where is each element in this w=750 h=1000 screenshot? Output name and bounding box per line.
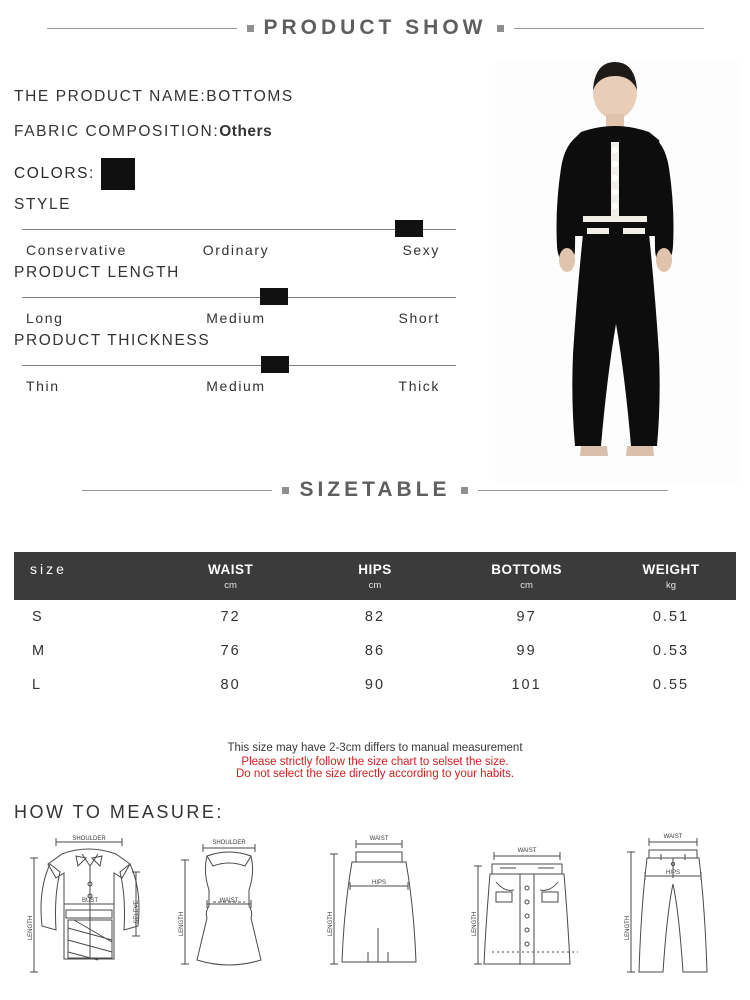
size-table-unit-row: [14, 580, 736, 600]
label-length: LENGTH: [178, 911, 185, 937]
color-swatch-black[interactable]: [101, 158, 135, 190]
col-hips: HIPS: [303, 552, 447, 580]
cell-hips: 90: [364, 677, 386, 693]
thickness-option-2: Thick: [398, 378, 440, 394]
label-sleeve: SELEVE: [134, 900, 140, 924]
cell-bottoms: 99: [516, 643, 537, 659]
label-length: LENGTH: [625, 915, 631, 941]
sizetable-banner: [0, 478, 750, 502]
measure-figure-pants: [605, 832, 745, 992]
cell-bottoms: 97: [516, 609, 537, 625]
how-to-measure-title: HOW TO MEASURE:: [14, 802, 224, 822]
banner-square-left: [247, 25, 254, 32]
style-option-1: Ordinary: [202, 242, 270, 258]
size-note-warning-2: Do not select the size directly according to your habits.: [235, 768, 515, 780]
label-length: LENGTH: [327, 911, 334, 937]
product-name-row: [14, 88, 464, 106]
spec-group-style-title: STYLE: [14, 196, 72, 213]
length-option-1: Medium: [206, 310, 266, 326]
thickness-slider-track: [22, 365, 456, 366]
spec-group-length-title: PRODUCT LENGTH: [14, 264, 180, 281]
spec-group-thickness-title: PRODUCT THICKNESS: [14, 332, 211, 349]
banner-rule-right: [514, 28, 704, 29]
unit-hips: cm: [303, 580, 447, 600]
length-slider-marker[interactable]: [260, 288, 288, 305]
col-size: size: [14, 552, 158, 580]
label-length: LENGTH: [28, 915, 34, 941]
style-option-0: Conservative: [26, 242, 127, 258]
col-waist: WAIST: [158, 552, 302, 580]
cell-waist: 80: [220, 677, 241, 693]
sizetable-rule-left: [82, 490, 272, 491]
cell-size: S: [32, 609, 43, 625]
style-slider-marker[interactable]: [395, 220, 423, 237]
style-slider[interactable]: [14, 220, 464, 240]
unit-size: [14, 580, 158, 600]
cell-weight: 0.53: [652, 643, 690, 659]
table-row: [14, 668, 736, 702]
label-waist: WAIST: [369, 836, 388, 842]
style-option-2: Sexy: [402, 242, 440, 258]
table-row: [14, 634, 736, 668]
size-notes: [0, 742, 750, 780]
cell-size: M: [32, 643, 46, 659]
cell-size: L: [32, 677, 42, 693]
thickness-slider-marker[interactable]: [261, 356, 289, 373]
sizetable-rule-right: [478, 490, 668, 491]
fabric-row: [14, 123, 464, 141]
sizetable-square-right: [461, 487, 468, 494]
banner-square-right: [497, 25, 504, 32]
length-option-0: Long: [26, 310, 64, 326]
label-length: LENGTH: [472, 911, 479, 937]
thickness-options: [14, 378, 464, 394]
sizetable-square-left: [282, 487, 289, 494]
fabric-label: FABRIC COMPOSITION:: [14, 123, 220, 140]
unit-weight: kg: [606, 580, 736, 600]
sizetable-title: SIZETABLE: [299, 478, 451, 501]
spec-group-thickness: [14, 332, 464, 394]
product-model-photo: [495, 62, 740, 482]
cell-weight: 0.55: [652, 677, 690, 693]
thickness-option-0: Thin: [26, 378, 60, 394]
size-note-warning-1: Please strictly follow the size chart to selset the size.: [241, 756, 509, 768]
label-shoulder: SHOULDER: [72, 836, 106, 842]
product-show-banner: [0, 0, 750, 40]
colors-label: COLORS:: [14, 165, 95, 182]
length-option-2: Short: [398, 310, 440, 326]
style-options: [14, 242, 464, 258]
label-waist: WAIST: [663, 834, 683, 840]
label-waist: WAIST: [219, 898, 239, 904]
col-bottoms: BOTTOMS: [447, 552, 606, 580]
cell-bottoms: 101: [511, 677, 542, 693]
label-bust: BUST: [81, 898, 99, 904]
colors-row: [14, 158, 464, 190]
measure-figure-jacket: [10, 832, 150, 992]
col-weight: WEIGHT: [606, 552, 736, 580]
length-options: [14, 310, 464, 326]
cell-waist: 76: [220, 643, 241, 659]
length-slider[interactable]: [14, 288, 464, 308]
banner-rule-left: [47, 28, 237, 29]
cell-hips: 86: [364, 643, 386, 659]
thickness-slider[interactable]: [14, 356, 464, 376]
label-hips: HIPS: [371, 880, 386, 886]
table-row: [14, 600, 736, 634]
cell-waist: 72: [220, 609, 241, 625]
size-table: [14, 552, 736, 702]
cell-weight: 0.51: [652, 609, 690, 625]
cell-hips: 82: [364, 609, 386, 625]
length-slider-track: [22, 297, 456, 298]
spec-group-length: [14, 264, 464, 326]
measure-figure-long-skirt: [308, 832, 448, 992]
measure-figure-dress: [159, 832, 299, 992]
product-spec-list: [14, 88, 464, 394]
style-slider-track: [22, 229, 456, 230]
product-name-label: THE PRODUCT NAME:: [14, 88, 207, 105]
label-hips: HIPS: [665, 870, 681, 876]
measure-figure-short-skirt: [456, 832, 596, 992]
label-shoulder: SHOULDER: [212, 840, 246, 846]
unit-bottoms: cm: [447, 580, 606, 600]
size-note-measurement: This size may have 2-3cm differs to manual measurement: [227, 742, 523, 754]
page-title: PRODUCT SHOW: [263, 16, 487, 39]
unit-waist: cm: [158, 580, 302, 600]
size-table-header-row: [14, 552, 736, 580]
spec-group-style: [14, 196, 464, 258]
how-to-measure-figures: [10, 832, 745, 992]
label-waist: WAIST: [517, 848, 537, 854]
fabric-value: Others: [219, 123, 273, 140]
thickness-option-1: Medium: [206, 378, 266, 394]
product-name-value: BOTTOMS: [206, 88, 294, 105]
